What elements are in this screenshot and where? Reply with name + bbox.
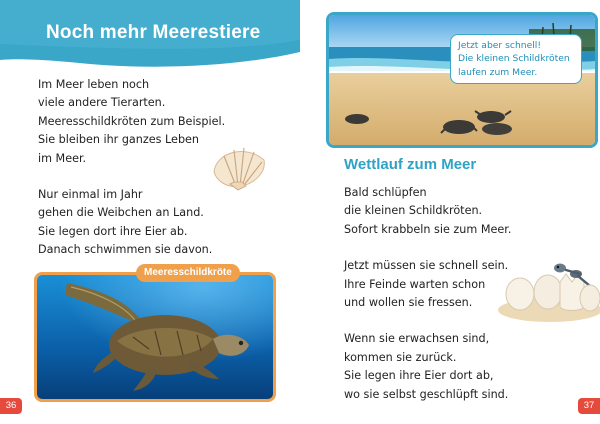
hatchling-eggs-illustration (492, 248, 600, 322)
section-heading: Wettlauf zum Meer (344, 156, 477, 173)
text-line: gehen die Weibchen an Land. (38, 206, 204, 220)
text-line: Sie legen dort ihre Eier ab. (38, 224, 188, 238)
text-line: viele andere Tierarten. (38, 96, 166, 110)
page-number: 37 (578, 398, 600, 414)
paragraph (344, 330, 544, 404)
page-title: Noch mehr Meerestiere (46, 22, 261, 43)
text-line: Meeresschildkröten zum Beispiel. (38, 114, 226, 128)
text-line: Sie bleiben ihr ganzes Leben (38, 133, 200, 147)
sea-turtle-photo (34, 272, 276, 402)
text-line: Ihre Feinde warten schon (344, 277, 486, 291)
text-line: Wenn sie erwachsen sind, (344, 332, 490, 346)
text-line: Sie legen ihre Eier dort ab, (344, 369, 494, 383)
text-line: die kleinen Schildkröten. (344, 204, 483, 218)
speech-bubble (450, 34, 582, 84)
text-line: Sofort krabbeln sie zum Meer. (344, 222, 512, 236)
text-line: Im Meer leben noch (38, 78, 150, 91)
text-line: Danach schwimmen sie davon. (38, 243, 213, 257)
speech-line: Die kleinen Schildkröten (458, 53, 570, 65)
photo-caption-tag: Meeresschildkröte (136, 264, 240, 282)
text-line: Bald schlüpfen (344, 186, 427, 199)
speech-line: Jetzt aber schnell! (458, 40, 542, 51)
text-line: im Meer. (38, 151, 87, 165)
seashell-illustration (206, 142, 270, 192)
text-line: Jetzt müssen sie schnell sein. (344, 259, 509, 273)
paragraph (38, 186, 278, 260)
text-line: wo sie selbst geschlüpft sind. (344, 387, 509, 401)
text-line: kommen sie zurück. (344, 350, 457, 364)
speech-line: laufen zum Meer. (458, 66, 538, 78)
paragraph (344, 184, 544, 239)
text-line: Nur einmal im Jahr (38, 188, 143, 202)
text-line: und wollen sie fressen. (344, 296, 473, 310)
page-number: 36 (0, 398, 22, 414)
